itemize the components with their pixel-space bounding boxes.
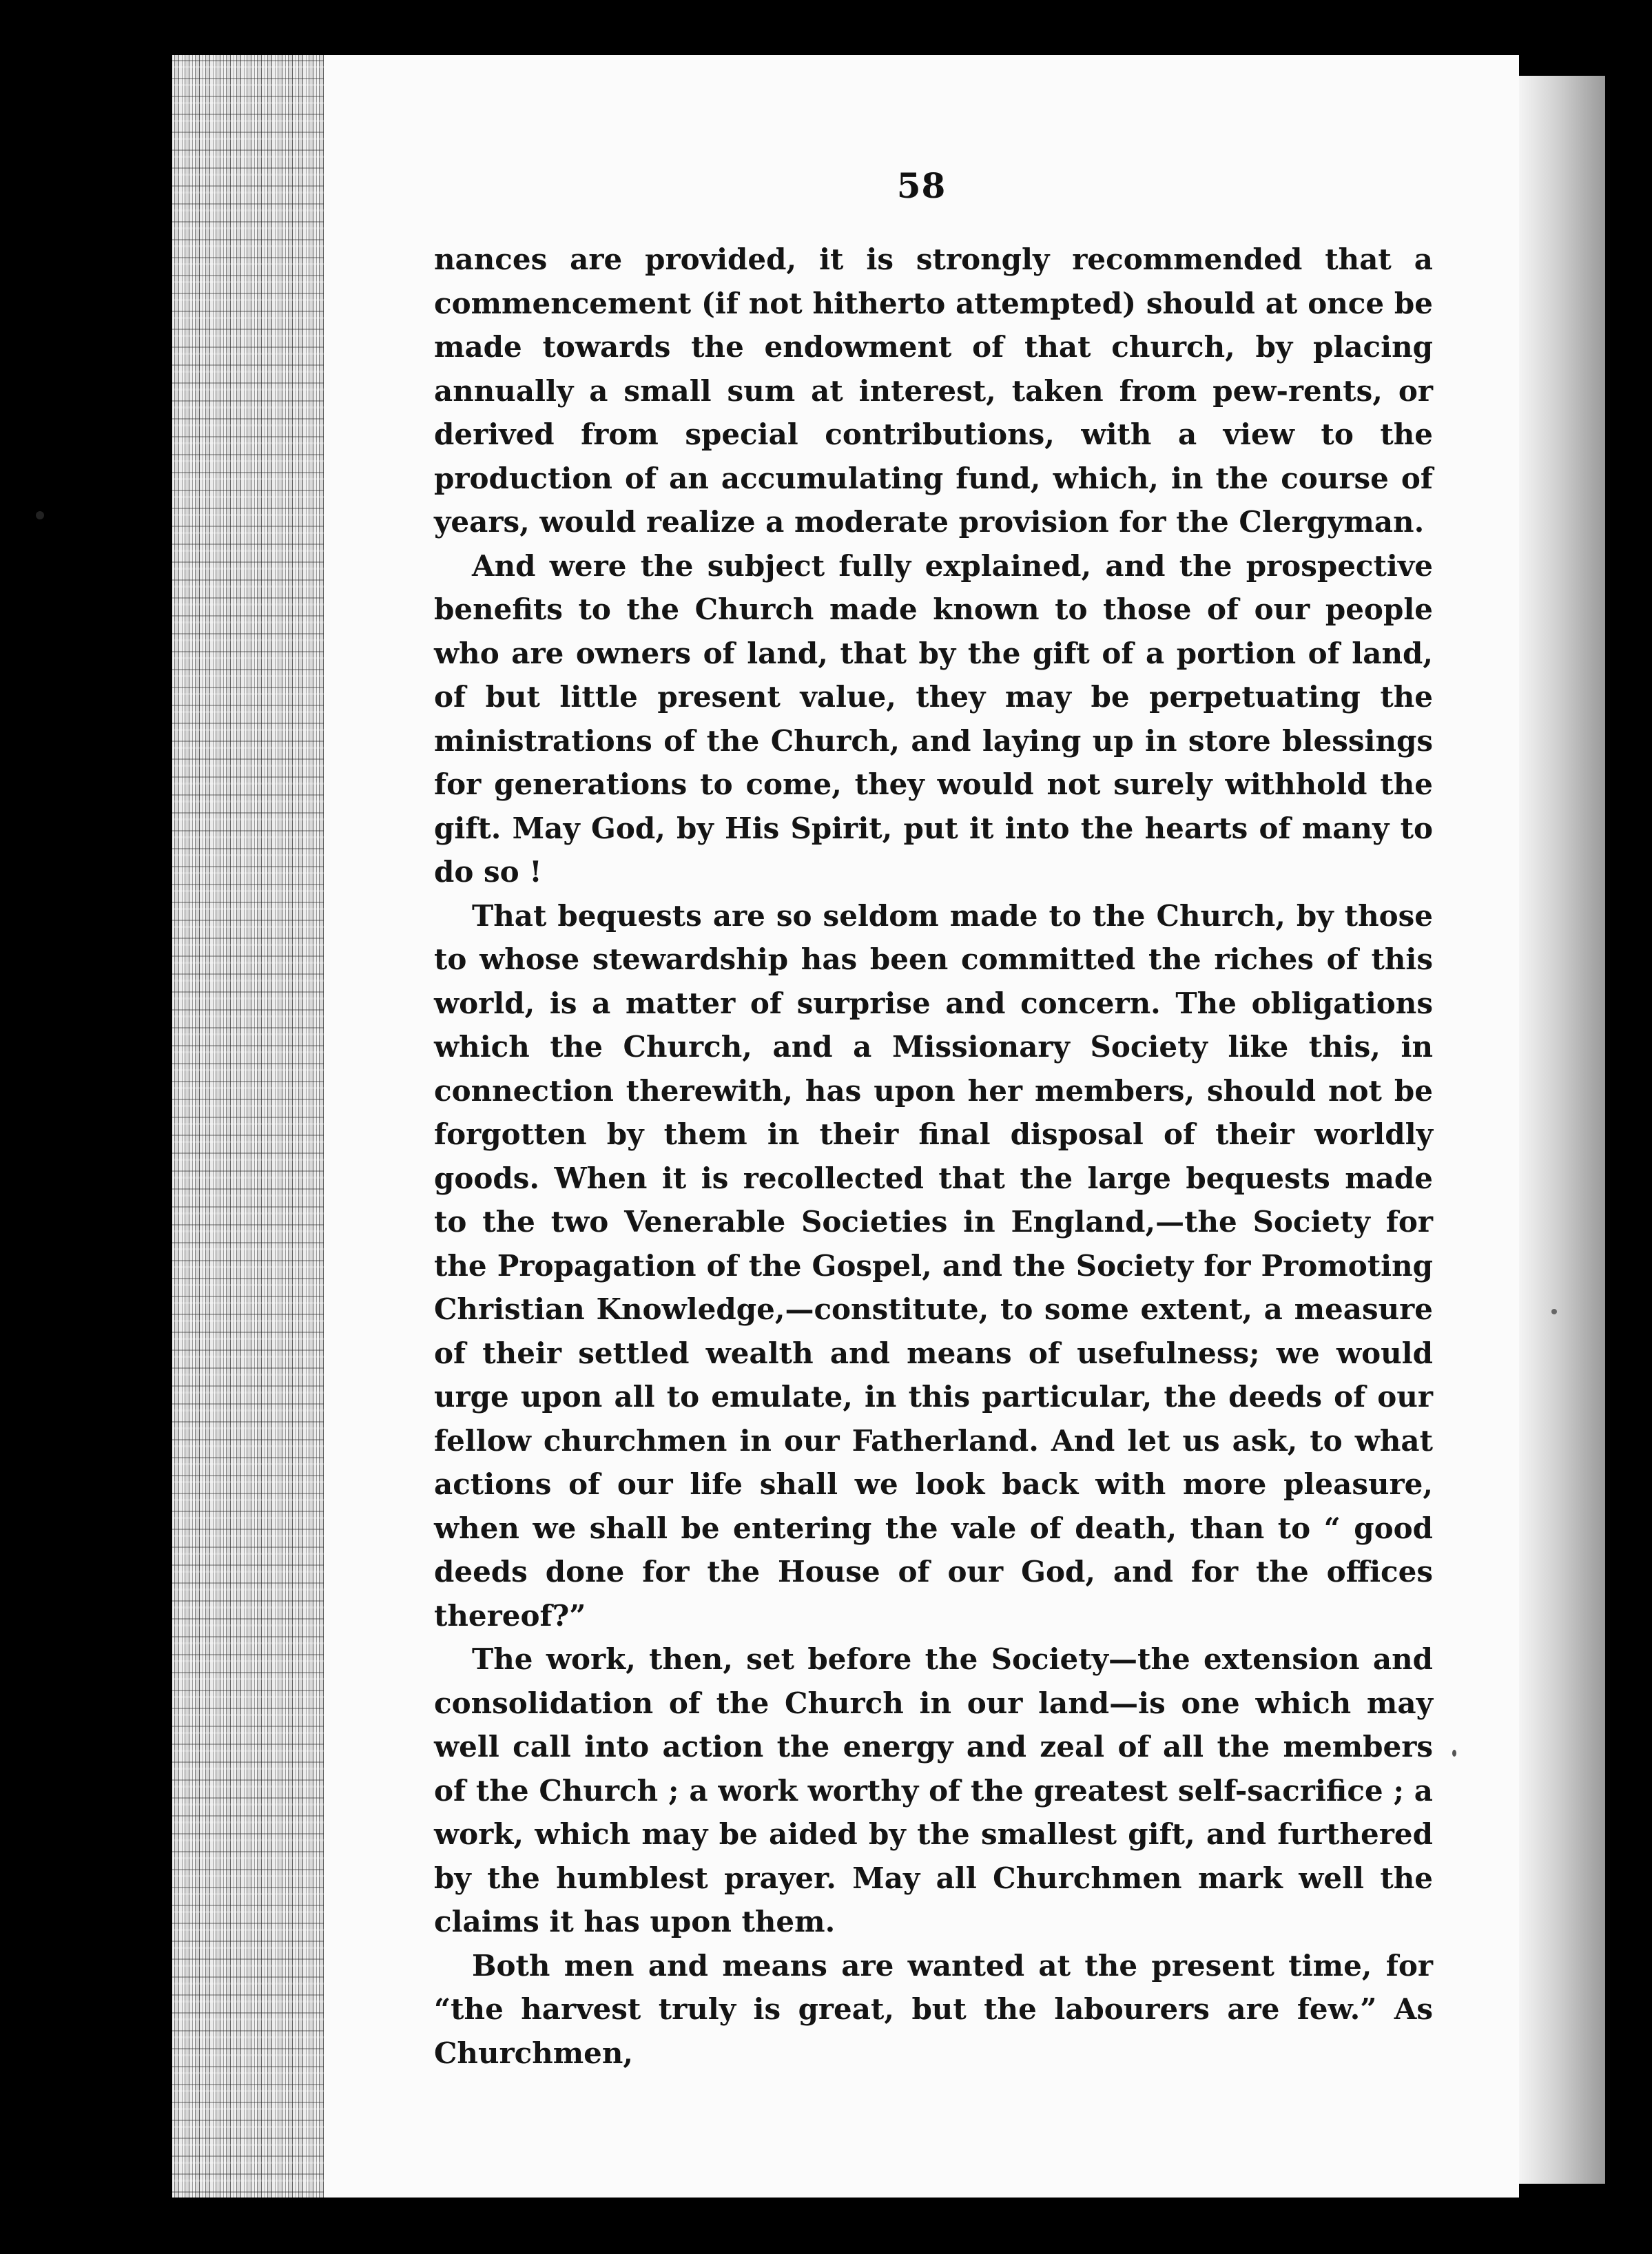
page-edges — [172, 55, 331, 2198]
paragraph-4: The work, then, set before the Society—the extension and consolidation of the Church in our land—is one which may well call into action the energy and zeal of all the members of the Church ; a work worthy of the greatest self-sacrifice ; a work, which may be aided by the smallest gift, and furthered by the humblest prayer. May all Churchmen mark well the claims it has upon them. — [434, 1642, 1433, 1938]
paragraph-5: Both men and means are wanted at the present time, for “the harvest truly is great, but the labourers are few.” As Churchmen, — [434, 1948, 1433, 2070]
page-number: 58 — [896, 165, 947, 206]
page-shadow — [1519, 76, 1605, 2184]
scan-speck — [1551, 1309, 1557, 1314]
page-body — [434, 238, 1433, 2075]
scan-speck — [36, 511, 44, 519]
book-page — [324, 55, 1519, 2198]
paragraph-3: That bequests are so seldom made to the Church, by those to whose stewardship has been committed the riches of this world, is a matter of surprise and concern. The obligations which the Church, and a Missionary Society like this, in connection therewith, has upon her members, should not be forgotten by them in their final disposal of their worldly goods. When it is recollected that the large bequests made to the two Venerable Societies in England,—the Society for the Propagation of the Gospel, and the Society for Promoting Christian Knowledge,—constitute, to some extent, a measure of their settled wealth and means of usefulness; we would urge upon all to emulate, in this particular, the deeds of our fellow churchmen in our Fatherland. And let us ask, to what actions of our life shall we look back with more pleasure, when we shall be entering the vale of death, than to “ good deeds done for the House of our God, and for the offices thereof?” — [434, 898, 1433, 1633]
scan-speck — [1452, 1750, 1456, 1757]
paragraph-1: nances are provided, it is strongly recommended that a commencement (if not hitherto attempted) should at once be made towards the endowment of that church, by placing annually a small sum at interest, taken from pew-rents, or derived from special contributions, with a view to the production of an accumulating fund, which, in the course of years, would realize a moderate provision for the Clergyman. — [434, 242, 1433, 539]
paragraph-2: And were the subject fully explained, and the prospective benefits to the Church made known to those of our people who are owners of land, that by the gift of a portion of land, of but little present value, they may be perpetuating the ministrations of the Church, and laying up in store blessings for generations to come, they would not surely withhold the gift. May God, by His Spirit, put it into the hearts of many to do so ! — [434, 548, 1433, 889]
